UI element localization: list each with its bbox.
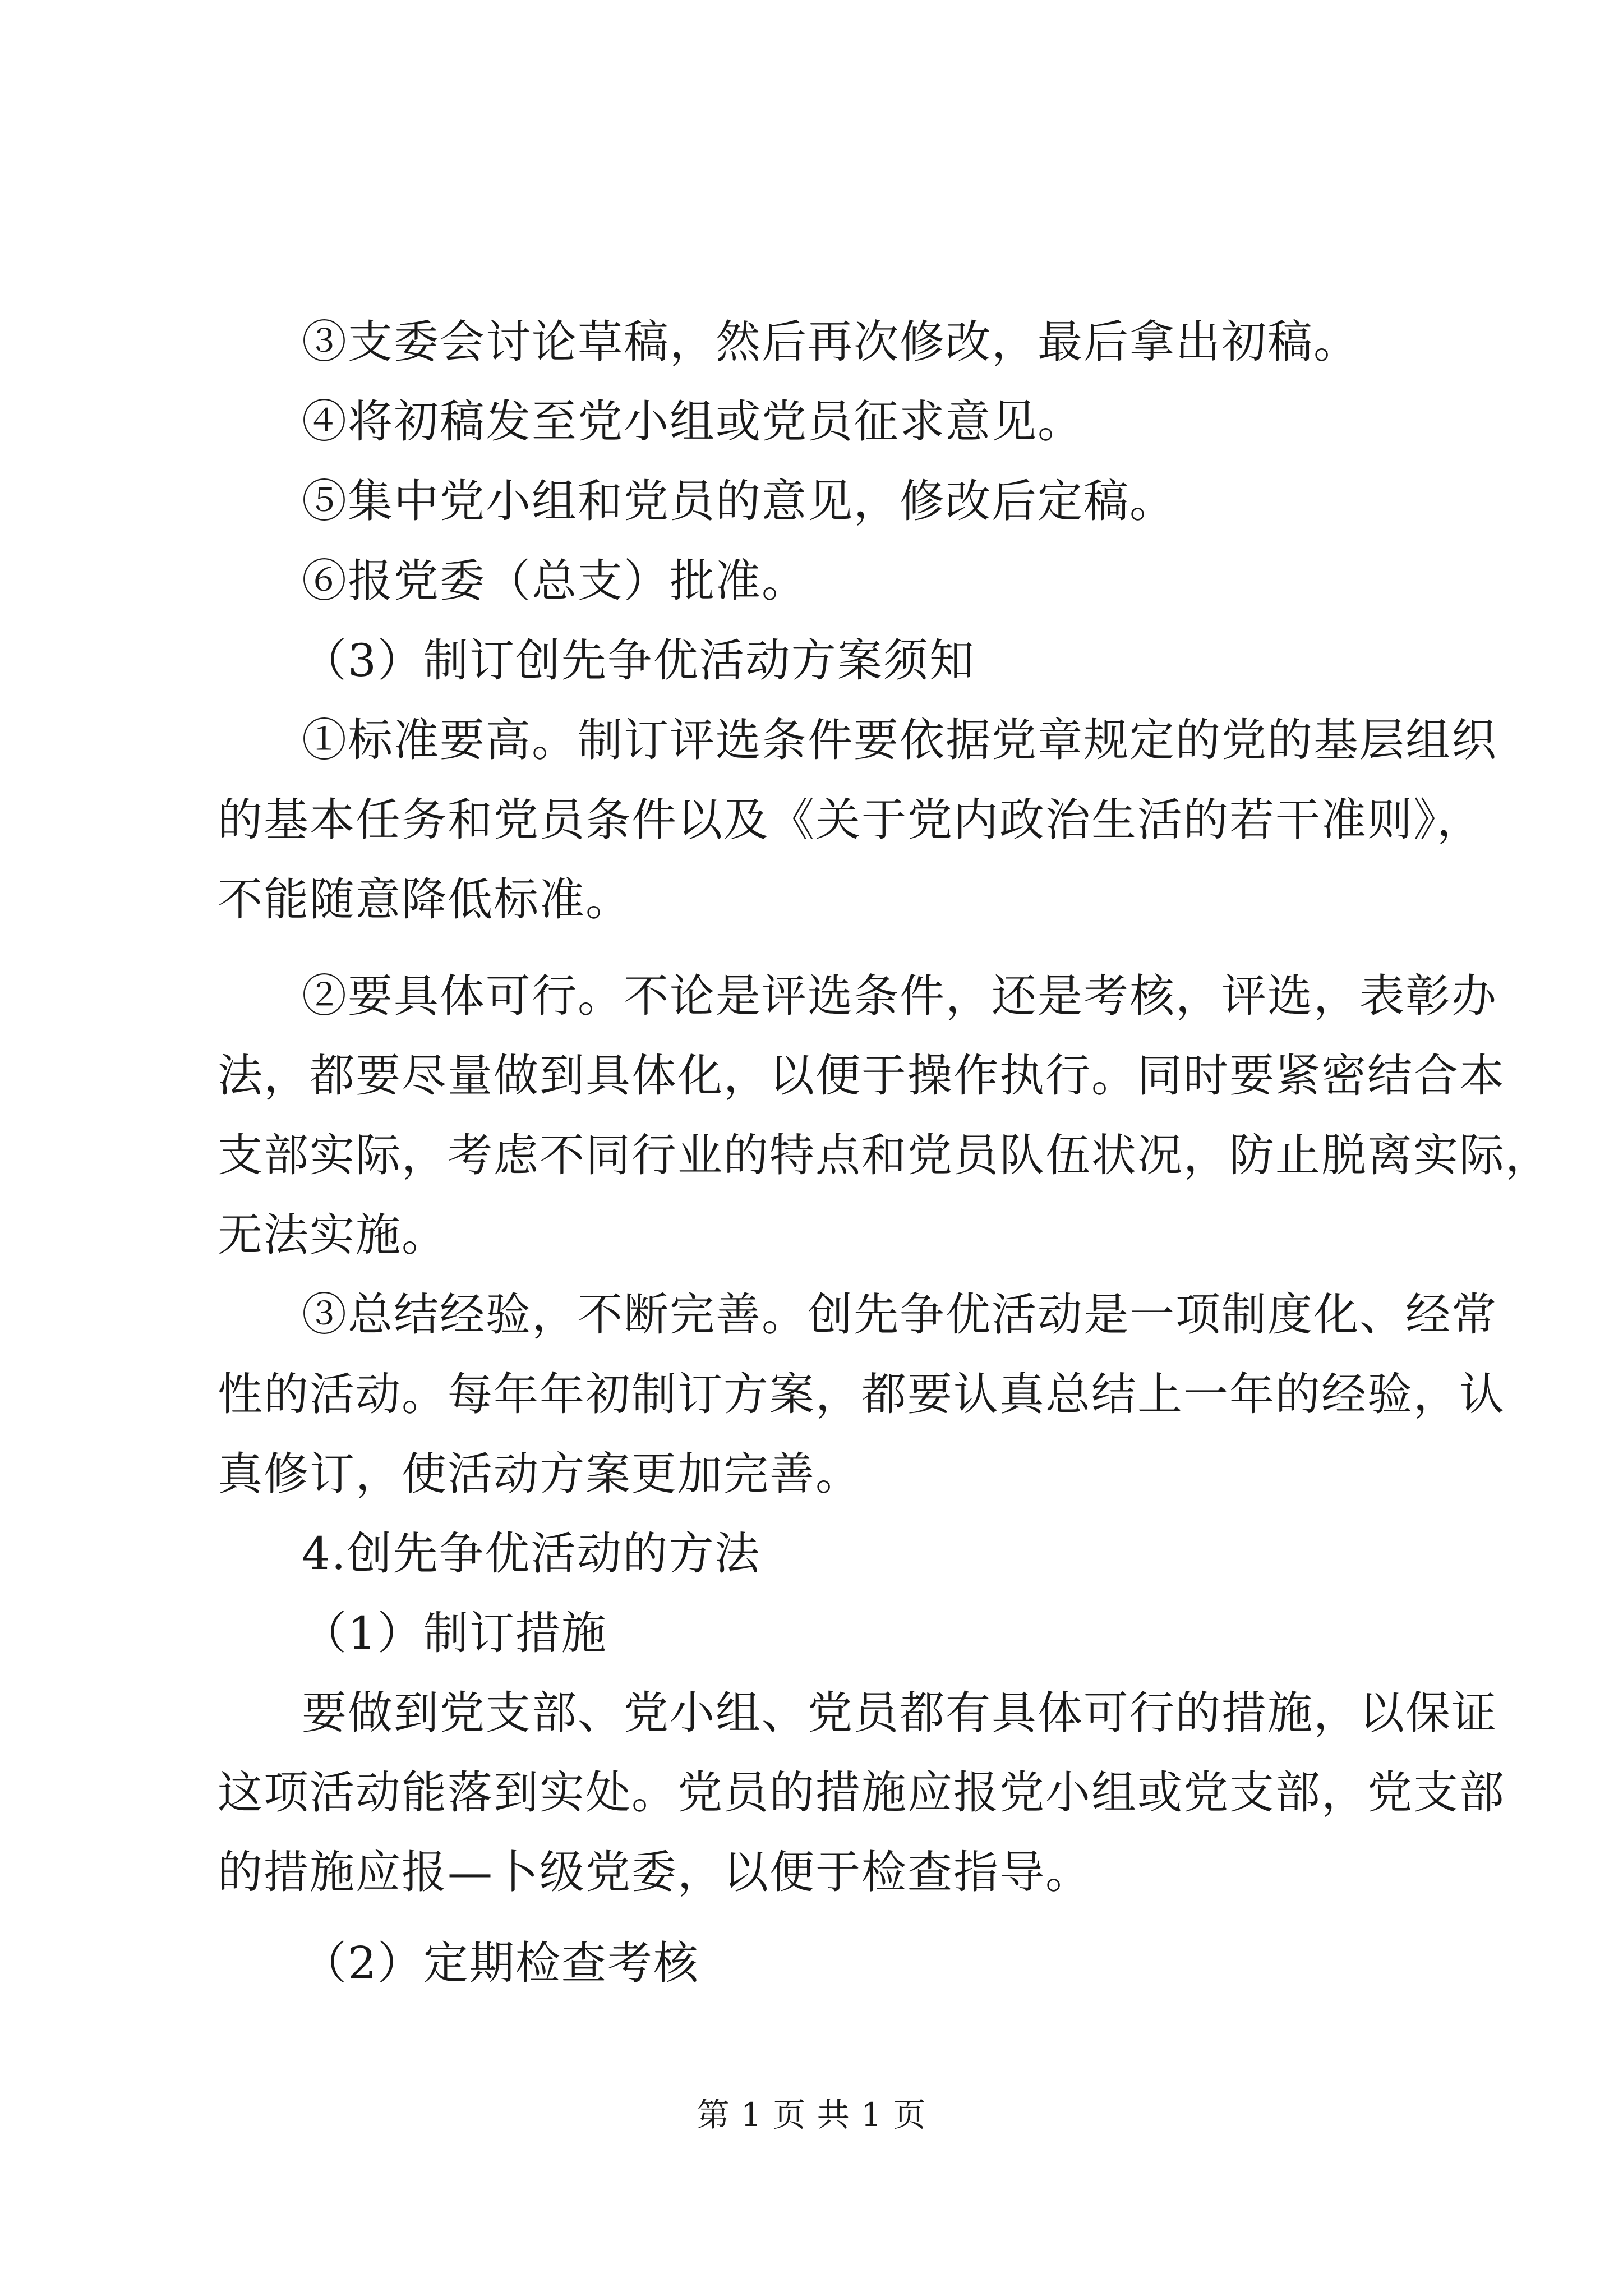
section-heading: （1）制订措施 — [302, 1607, 607, 1659]
text-line: 性的活动。每年年初制订方案，都要认真总结上一年的经验，认 — [218, 1368, 1505, 1420]
page-footer: 第 1 页 共 1 页 — [697, 2096, 926, 2134]
text-line: 这项活动能落到实处。党员的措施应报党小组或党支部，党支部 — [218, 1766, 1505, 1819]
text-line: ①标准要高。制订评选条件要依据党章规定的党的基层组织 — [302, 714, 1497, 766]
text-line: 不能随意降低标准。 — [218, 873, 631, 926]
text-line: ③总结经验，不断完善。创先争优活动是一项制度化、经常 — [302, 1289, 1497, 1341]
text-line: 支部实际，考虑不同行业的特点和党员队伍状况，防止脱离实际， — [218, 1129, 1551, 1181]
text-line: ⑥报党委（总支）批准。 — [302, 555, 808, 607]
section-heading: （3）制订创先争优活动方案须知 — [302, 634, 975, 687]
text-line: 真修订，使活动方案更加完善。 — [218, 1448, 861, 1500]
text-line: ③支委会讨论草稿，然后再次修改，最后拿出初稿。 — [302, 316, 1359, 368]
text-line: 要做到党支部、党小组、党员都有具体可行的措施，以保证 — [302, 1687, 1497, 1739]
section-heading: 4.创先争优活动的方法 — [302, 1527, 761, 1580]
text-line: 无法实施。 — [218, 1209, 448, 1261]
text-line: ④将初稿发至党小组或党员征求意见。 — [302, 395, 1083, 448]
section-heading: （2）定期检查考核 — [302, 1937, 699, 1989]
text-line: ②要具体可行。不论是评选条件，还是考核，评选，表彰办 — [302, 970, 1497, 1022]
text-line: 法，都要尽量做到具体化，以便于操作执行。同时要紧密结合本 — [218, 1050, 1505, 1102]
text-line: ⑤集中党小组和党员的意见，修改后定稿。 — [302, 475, 1175, 527]
text-line: 的措施应报—卜级党委，以便于检查指导。 — [218, 1846, 1091, 1898]
text-line: 的基本任务和党员条件以及《关于党内政治生活的若干准则》， — [218, 794, 1483, 846]
